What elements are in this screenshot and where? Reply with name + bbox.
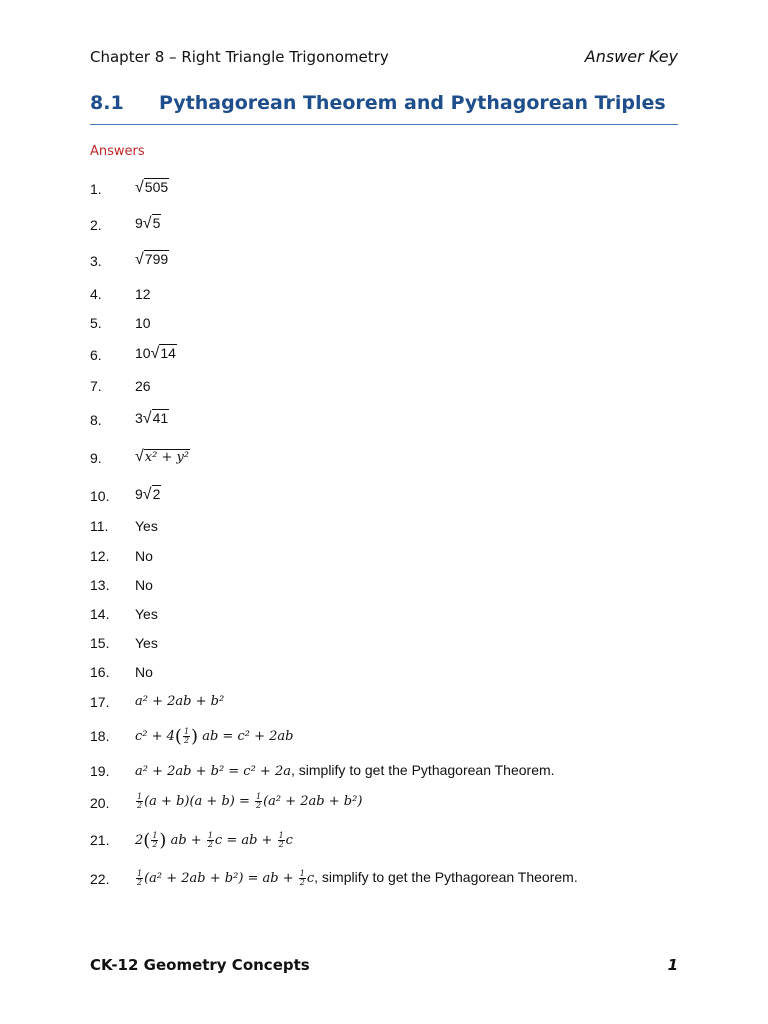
answer-value: No	[135, 577, 153, 593]
answer-row-22	[90, 869, 690, 891]
answer-row-9	[90, 448, 690, 470]
answer-row-18	[90, 726, 690, 748]
answer-row-1	[90, 179, 690, 201]
answer-number: 11.	[90, 518, 109, 534]
answer-number: 6.	[90, 347, 102, 363]
answer-value: Yes	[135, 518, 158, 534]
answer-value: 12	[135, 286, 151, 302]
fraction: $\frac{1}{2}$	[152, 831, 158, 849]
answer-row-12	[90, 546, 690, 568]
answers-label: Answers	[90, 144, 145, 159]
answer-value: 9√5	[135, 215, 161, 232]
answer-value: √799	[135, 251, 169, 268]
answer-value: a² + 2ab + b²	[135, 694, 225, 709]
answer-number: 18.	[90, 728, 110, 744]
answer-row-15	[90, 633, 690, 655]
fraction: $\frac{1}{2}$	[299, 869, 305, 887]
answer-value: 10√14	[135, 345, 176, 362]
answer-row-8	[90, 410, 690, 432]
section-number: 8.1	[90, 92, 124, 114]
answer-number: 21.	[90, 832, 110, 848]
answer-row-20	[90, 793, 690, 815]
answer-number: 13.	[90, 577, 110, 593]
answer-number: 2.	[90, 217, 102, 233]
answer-number: 10.	[90, 488, 110, 504]
answer-number: 8.	[90, 412, 102, 428]
answer-number: 17.	[90, 694, 110, 710]
answer-value: Yes	[135, 606, 158, 622]
answer-value: $\frac{1}{2}$ (a² + 2ab + b²) = ab + $\frac{1}{2}$ c, simplify to get the Pythagorean Theorem.	[137, 869, 578, 887]
answer-number: 20.	[90, 795, 110, 811]
answer-number: 16.	[90, 664, 110, 680]
answer-value: 10	[135, 315, 151, 331]
answer-row-6	[90, 345, 690, 367]
answer-row-16	[90, 662, 690, 684]
answer-number: 7.	[90, 378, 102, 394]
answer-number: 5.	[90, 315, 102, 331]
answer-value: Yes	[135, 635, 158, 651]
answer-row-13	[90, 575, 690, 597]
answer-row-19	[90, 761, 690, 783]
fraction: $\frac{1}{2}$	[137, 869, 143, 887]
fraction: $\frac{1}{2}$	[256, 792, 262, 810]
answer-row-7	[90, 376, 690, 398]
fraction: $\frac{1}{2}$	[137, 792, 143, 810]
answer-key-label: Answer Key	[584, 47, 678, 66]
fraction: $\frac{1}{2}$	[183, 727, 190, 745]
answer-row-17	[90, 692, 690, 714]
section-heading	[90, 92, 678, 125]
answer-value: c² + 4( $\frac{1}{2}$ ) ab = c² + 2ab	[135, 726, 294, 747]
answer-value: $\frac{1}{2}$ (a + b)(a + b) = $\frac{1}{2}$ (a² + 2ab + b²)	[137, 792, 363, 810]
answer-value: No	[135, 664, 153, 680]
answer-value: √505	[135, 179, 169, 196]
answer-number: 9.	[90, 450, 102, 466]
answer-value: 3√41	[135, 410, 169, 427]
page-header	[90, 48, 678, 72]
answer-row-4	[90, 284, 690, 306]
answer-value: 26	[135, 378, 151, 394]
answer-number: 1.	[90, 181, 102, 197]
answer-number: 19.	[90, 763, 110, 779]
answer-row-2	[90, 215, 690, 237]
fraction: $\frac{1}{2}$	[278, 831, 284, 849]
answer-number: 12.	[90, 548, 110, 564]
answer-row-11	[90, 516, 690, 538]
answer-number: 14.	[90, 606, 110, 622]
page-footer	[90, 956, 678, 980]
section-title: Pythagorean Theorem and Pythagorean Triples	[159, 92, 666, 114]
page-number: 1	[667, 956, 678, 974]
answer-value: 9√2	[135, 486, 161, 503]
book-title: CK-12 Geometry Concepts	[90, 956, 310, 974]
chapter-title: Chapter 8 – Right Triangle Trigonometry	[90, 48, 389, 66]
answer-row-14	[90, 604, 690, 626]
answer-row-3	[90, 251, 690, 273]
answer-number: 15.	[90, 635, 110, 651]
answer-row-5	[90, 313, 690, 335]
answer-number: 4.	[90, 286, 102, 302]
answer-number: 22.	[90, 871, 110, 887]
answer-value: No	[135, 548, 153, 564]
answer-value: √x² + y²	[135, 448, 190, 465]
answer-value: a² + 2ab + b² = c² + 2a, simplify to get the Pythagorean Theorem.	[135, 762, 555, 779]
answer-row-21	[90, 830, 690, 852]
answer-value: 2( $\frac{1}{2}$ ) ab + $\frac{1}{2}$ c = ab + $\frac{1}{2}$ c	[135, 830, 293, 851]
answer-row-10	[90, 486, 690, 508]
answer-number: 3.	[90, 253, 102, 269]
fraction: $\frac{1}{2}$	[207, 831, 213, 849]
